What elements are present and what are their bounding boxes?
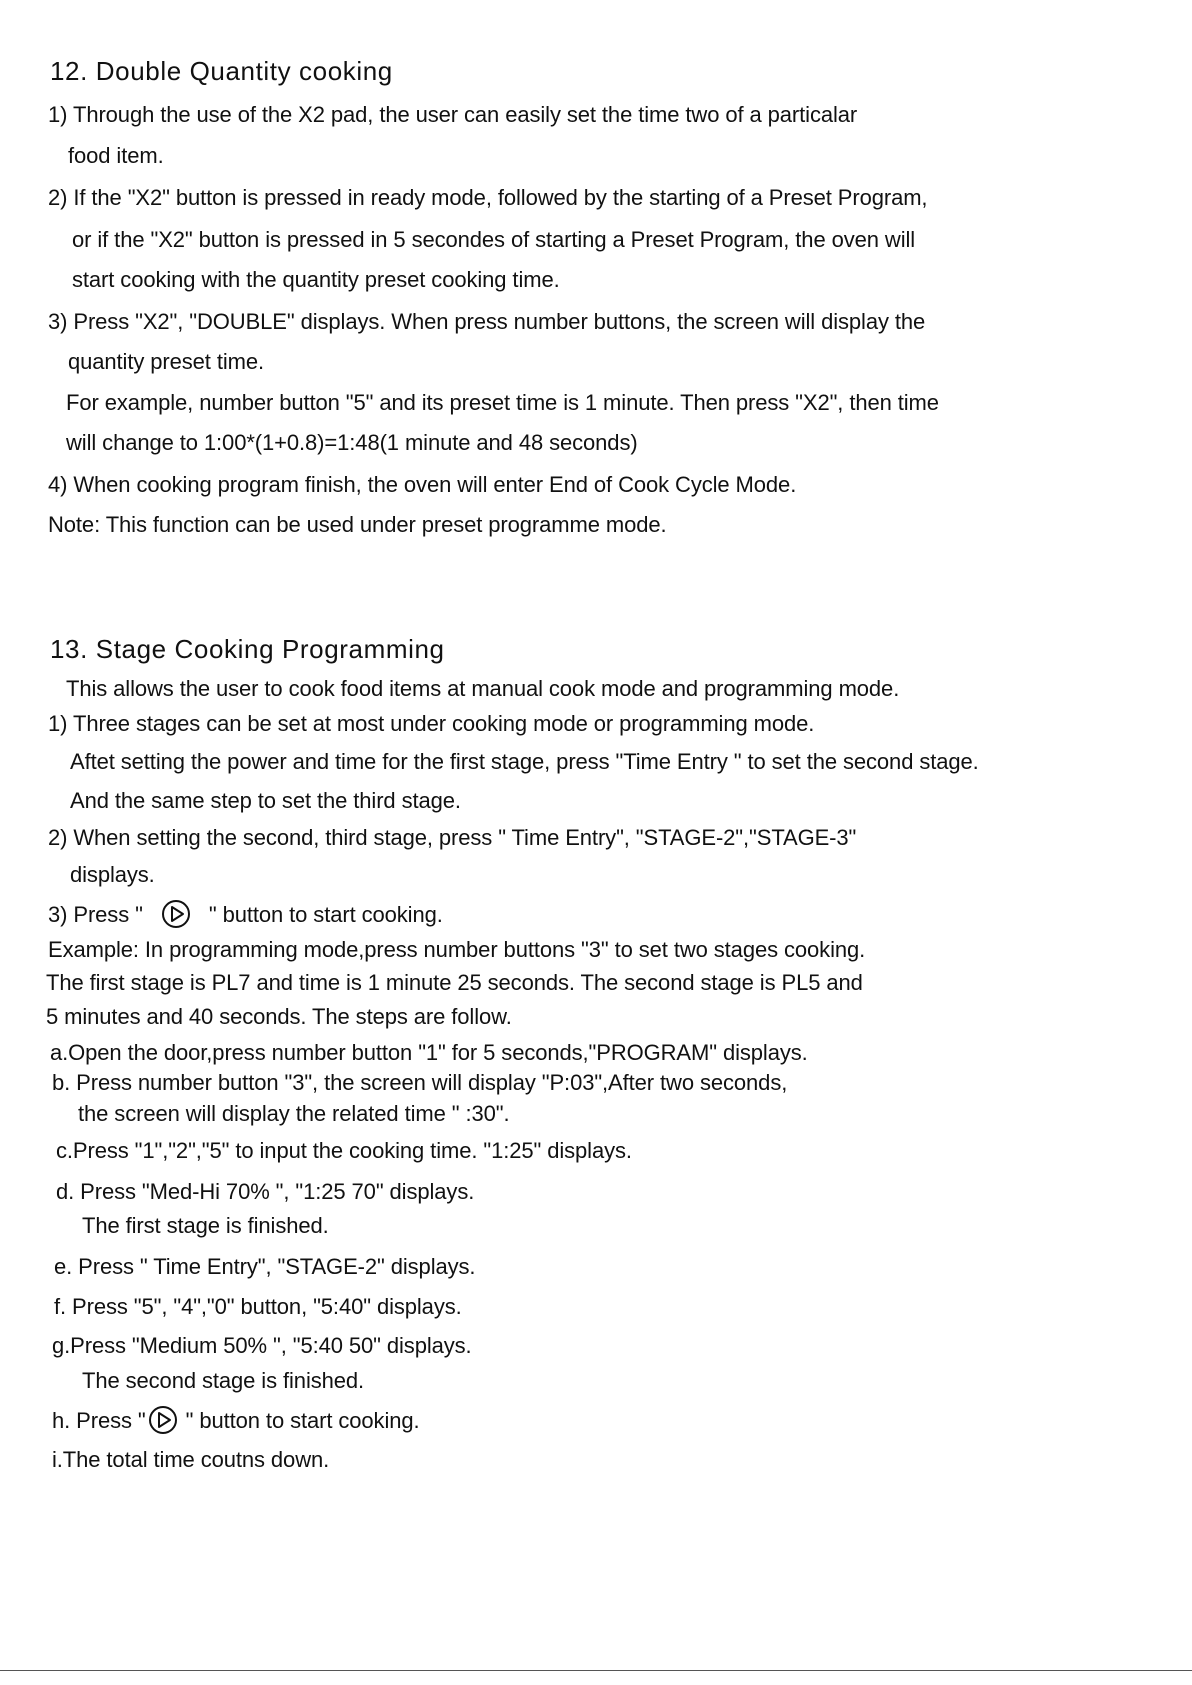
text-line: 1) Through the use of the X2 pad, the user can easily set the time two of a particalar bbox=[48, 102, 858, 127]
text-line: And the same step to set the third stage. bbox=[70, 788, 461, 813]
text-line: displays. bbox=[70, 862, 155, 887]
step-h bbox=[52, 1405, 420, 1435]
text-line: The first stage is PL7 and time is 1 minute 25 seconds. The second stage is PL5 and bbox=[46, 970, 863, 995]
text-line: The second stage is finished. bbox=[82, 1368, 365, 1393]
text-line-with-icon bbox=[48, 899, 443, 929]
text-line: the screen will display the related time " :30". bbox=[78, 1101, 510, 1126]
section-13-title: 13. Stage Cooking Programming bbox=[50, 634, 445, 664]
text-line: 4) When cooking program finish, the oven will enter End of Cook Cycle Mode. bbox=[48, 472, 797, 497]
step-i: i.The total time coutns down. bbox=[52, 1447, 330, 1472]
text-line: 5 minutes and 40 seconds. The steps are follow. bbox=[46, 1004, 512, 1029]
step-g: g.Press "Medium 50% ", "5:40 50" displays. bbox=[52, 1333, 472, 1358]
text-line: quantity preset time. bbox=[68, 349, 264, 374]
text-line: Aftet setting the power and time for the first stage, press "Time Entry " to set the second stage. bbox=[70, 749, 979, 774]
play-circle-icon bbox=[161, 899, 191, 929]
text-line: 2) When setting the second, third stage, press " Time Entry", "STAGE-2","STAGE-3" bbox=[48, 825, 857, 850]
step-c: c.Press "1","2","5" to input the cooking time. "1:25" displays. bbox=[56, 1138, 632, 1163]
text-line: will change to 1:00*(1+0.8)=1:48(1 minute and 48 seconds) bbox=[66, 430, 638, 455]
text-line: For example, number button "5" and its preset time is 1 minute. Then press "X2", then time bbox=[66, 390, 939, 415]
text-fragment: 3) Press " bbox=[48, 902, 143, 927]
text-line: This allows the user to cook food items at manual cook mode and programming mode. bbox=[66, 676, 900, 701]
play-circle-icon bbox=[148, 1405, 178, 1435]
step-a: a.Open the door,press number button "1" for 5 seconds,"PROGRAM" displays. bbox=[50, 1040, 808, 1065]
text-line: 1) Three stages can be set at most under cooking mode or programming mode. bbox=[48, 711, 815, 736]
text-line: start cooking with the quantity preset cooking time. bbox=[72, 267, 560, 292]
text-line: or if the "X2" button is pressed in 5 secondes of starting a Preset Program, the oven will bbox=[72, 227, 916, 252]
page-divider bbox=[0, 1670, 1192, 1671]
step-d: d. Press "Med-Hi 70% ", "1:25 70" displays. bbox=[56, 1179, 475, 1204]
text-fragment: " button to start cooking. bbox=[185, 1408, 420, 1433]
text-line: food item. bbox=[68, 143, 164, 168]
text-line: Example: In programming mode,press number buttons "3" to set two stages cooking. bbox=[48, 937, 866, 962]
note-line: Note: This function can be used under preset programme mode. bbox=[48, 512, 667, 537]
text-fragment: " button to start cooking. bbox=[208, 902, 443, 927]
section-12-title: 12. Double Quantity cooking bbox=[50, 56, 393, 86]
text-line: 3) Press "X2", "DOUBLE" displays. When press number buttons, the screen will display the bbox=[48, 309, 926, 334]
step-b: b. Press number button "3", the screen will display "P:03",After two seconds, bbox=[52, 1070, 788, 1095]
step-e: e. Press " Time Entry", "STAGE-2" displays. bbox=[54, 1254, 476, 1279]
step-f: f. Press "5", "4","0" button, "5:40" displays. bbox=[54, 1294, 462, 1319]
text-fragment: h. Press " bbox=[52, 1408, 146, 1433]
text-line: The first stage is finished. bbox=[82, 1213, 329, 1238]
text-line: 2) If the "X2" button is pressed in ready mode, followed by the starting of a Preset Program, bbox=[48, 185, 928, 210]
